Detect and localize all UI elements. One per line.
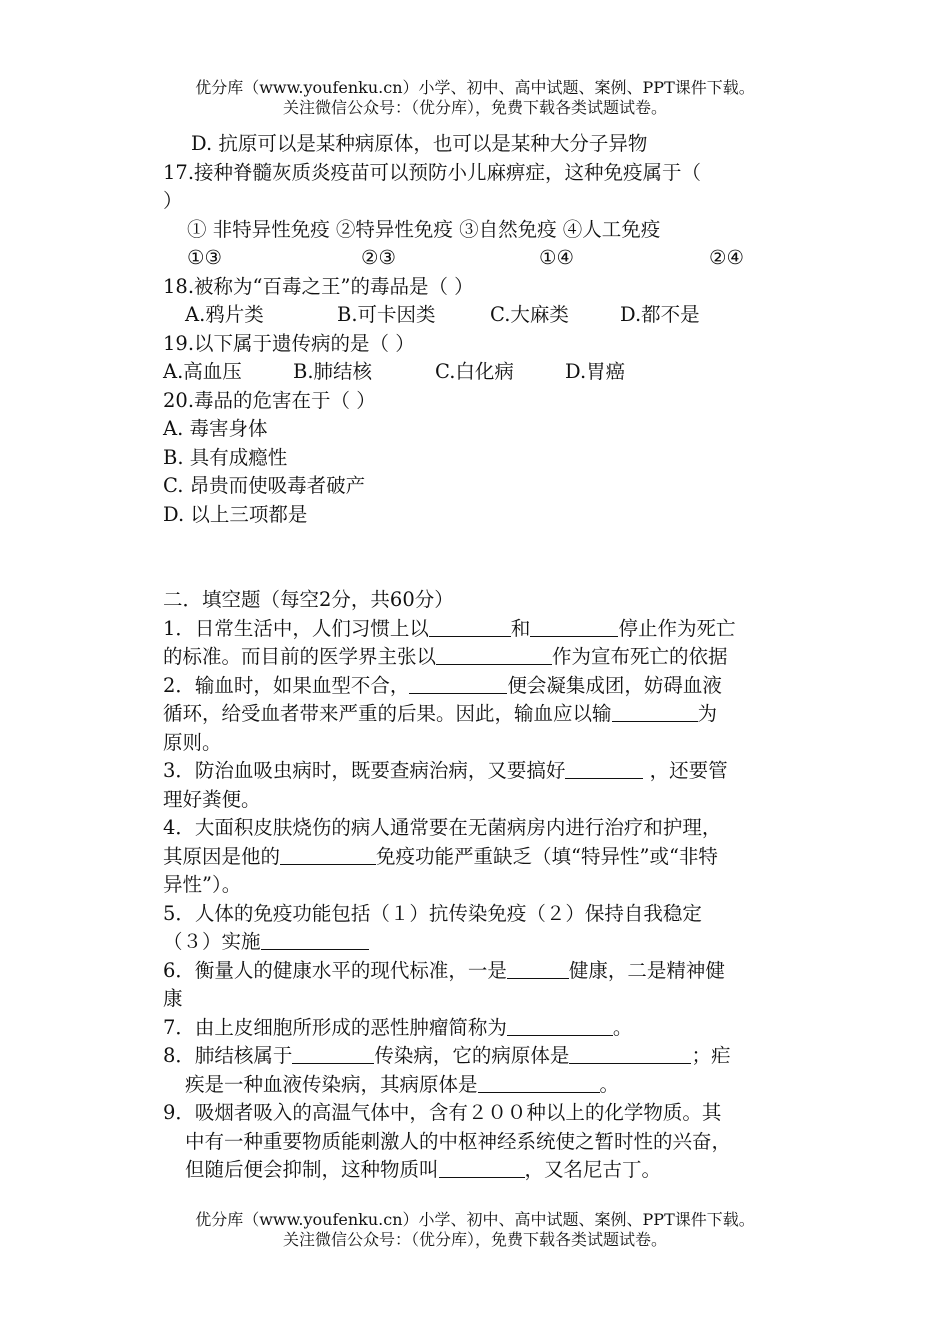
q17-option-3: ①④ <box>539 246 574 269</box>
f3-blank-1 <box>565 758 643 779</box>
f1-blank-3 <box>436 644 552 665</box>
f4-line-1: 4．大面积皮肤烧伤的病人通常要在无菌病房内进行治疗和护理， <box>163 816 722 839</box>
exam-content <box>163 130 793 1185</box>
q19-option-b: B.肺结核 <box>293 360 373 383</box>
f2-text-a: 2．输血时，如果血型不合， <box>163 673 410 697</box>
f7-text-a: 7．由上皮细胞所形成的恶性肿瘤简称为 <box>163 1015 507 1039</box>
f2-line-1 <box>163 672 793 701</box>
f6-blank-1 <box>507 958 569 979</box>
f2-blank-2 <box>612 701 698 722</box>
section2-title: 二．填空题（每空2分，共60分） <box>163 588 454 611</box>
q20-option-d: D. 以上三项都是 <box>163 502 308 526</box>
q18-stem: 18.被称为“百毒之王”的毒品是（ ） <box>163 274 474 298</box>
f1-text-c: 停止作为死亡 <box>618 616 736 640</box>
f4-line-3: 异性”）。 <box>163 873 242 896</box>
f1-text-b: 和 <box>510 616 531 640</box>
f3-line-2: 理好粪便。 <box>163 787 261 811</box>
f5-text-a: （３）实施 <box>163 930 261 953</box>
f4-blank-1 <box>280 844 376 865</box>
f4-text-b: 免疫功能严重缺乏（填“特异性”或“非特 <box>376 844 718 868</box>
footer-line-2: 关注微信公众号：（优分库），免费下载各类试题试卷。 <box>282 1230 667 1249</box>
f2-line-3: 原则。 <box>163 730 222 754</box>
q19-option-c: C.白化病 <box>435 360 514 383</box>
page-footer <box>0 1210 950 1250</box>
f1-text-d: 的标准。而目前的医学界主张以 <box>163 645 437 668</box>
q16-option-d: D. 抗原可以是某种病原体，也可以是某种大分子异物 <box>191 132 648 155</box>
q17-items: ① 非特异性免疫 ②特异性免疫 ③自然免疫 ④人工免疫 <box>187 217 661 241</box>
f2-text-c: 循环，给受血者带来严重的后果。因此，输血应以输 <box>163 702 612 725</box>
f8-blank-1 <box>292 1043 374 1064</box>
f8-line-1 <box>163 1042 793 1071</box>
f2-line-2 <box>163 700 793 729</box>
f3-line-1 <box>163 757 793 786</box>
f9-text-b: ，又名尼古丁。 <box>524 1158 662 1181</box>
q17-stem: 17.接种脊髓灰质炎疫苗可以预防小儿麻痹症，这种免疫属于（ <box>163 160 702 184</box>
f5-line-1: 5．人体的免疫功能包括（１）抗传染免疫（２）保持自我稳定 <box>163 901 702 925</box>
f8-blank-2 <box>569 1043 691 1064</box>
f7-text-b: 。 <box>612 1015 633 1039</box>
f1-text-e: 作为宣布死亡的依据 <box>552 645 728 668</box>
f2-text-b: 便会凝集成团，妨碍血液 <box>507 673 722 697</box>
f8-text-b: 传染病，它的病原体是 <box>374 1044 570 1067</box>
f1-blank-2 <box>530 616 618 637</box>
f9-line-3 <box>163 1156 793 1185</box>
page-header <box>0 78 950 118</box>
q20-option-a: A. 毒害身体 <box>163 417 268 440</box>
f8-text-a: 8．肺结核属于 <box>163 1044 293 1067</box>
q17-option-2: ②③ <box>361 246 396 269</box>
f5-blank-1 <box>261 929 369 950</box>
footer-line-1: 优分库（www.youfenku.cn）小学、初中、高中试题、案例、PPT课件下载。 <box>195 1210 755 1229</box>
q19-stem: 19.以下属于遗传病的是（ ） <box>163 331 415 355</box>
f2-blank-1 <box>409 673 507 694</box>
q18-option-d: D.都不是 <box>620 303 700 326</box>
f9-line-2: 中有一种重要物质能刺激人的中枢神经系统使之暂时性的兴奋， <box>185 1129 732 1153</box>
f8-line-2 <box>163 1071 793 1100</box>
q18-options <box>163 301 793 330</box>
f4-text-a: 其原因是他的 <box>163 844 281 868</box>
q19-option-d: D.胃癌 <box>565 360 626 383</box>
f6-line-2: 康 <box>163 987 183 1010</box>
q17-stem-end: ） <box>163 189 183 212</box>
q20-option-c: C. 昂贵而使吸毒者破产 <box>163 474 366 497</box>
f6-line-1 <box>163 957 793 986</box>
q18-option-c: C.大麻类 <box>490 303 569 326</box>
f9-blank-1 <box>439 1157 525 1178</box>
f7-line-1 <box>163 1014 793 1043</box>
f8-text-c: ；疟 <box>691 1044 731 1067</box>
f8-text-d: 疾是一种血液传染病，其病原体是 <box>185 1072 478 1096</box>
q19-option-a: A.高血压 <box>163 360 242 383</box>
header-line-1: 优分库（www.youfenku.cn）小学、初中、高中试题、案例、PPT课件下载。 <box>195 78 755 97</box>
f1-blank-1 <box>429 616 511 637</box>
f1-text-a: 1．日常生活中，人们习惯上以 <box>163 616 429 640</box>
f6-text-a: 6．衡量人的健康水平的现代标准，一是 <box>163 958 507 982</box>
f3-text-b: ，还要管 <box>643 759 728 782</box>
header-line-2: 关注微信公众号：（优分库），免费下载各类试题试卷。 <box>282 98 667 117</box>
q19-options <box>163 358 793 387</box>
q17-options <box>163 244 793 273</box>
f6-text-b: 健康，二是精神健 <box>568 958 725 982</box>
f5-line-2 <box>163 928 793 957</box>
q20-stem: 20.毒品的危害在于（ ） <box>163 388 376 412</box>
f9-text-a: 但随后便会抑制，这种物质叫 <box>185 1158 439 1181</box>
f7-blank-1 <box>507 1015 613 1036</box>
f1-line-2 <box>163 643 793 672</box>
f3-text-a: 3．防治血吸虫病时，既要查病治病，又要搞好 <box>163 759 566 782</box>
q17-option-4: ②④ <box>709 246 744 269</box>
q20-option-b: B. 具有成瘾性 <box>163 445 288 469</box>
q17-option-1: ①③ <box>187 246 222 269</box>
f1-line-1 <box>163 615 793 644</box>
f4-line-2 <box>163 843 793 872</box>
q18-option-a: A.鸦片类 <box>185 303 264 326</box>
f2-text-d: 为 <box>697 702 718 725</box>
f8-text-e: 。 <box>599 1072 620 1096</box>
q18-option-b: B.可卡因类 <box>337 303 436 326</box>
f8-blank-3 <box>478 1072 600 1093</box>
f9-line-1: 9．吸烟者吸入的高温气体中，含有２００种以上的化学物质。其 <box>163 1101 722 1124</box>
